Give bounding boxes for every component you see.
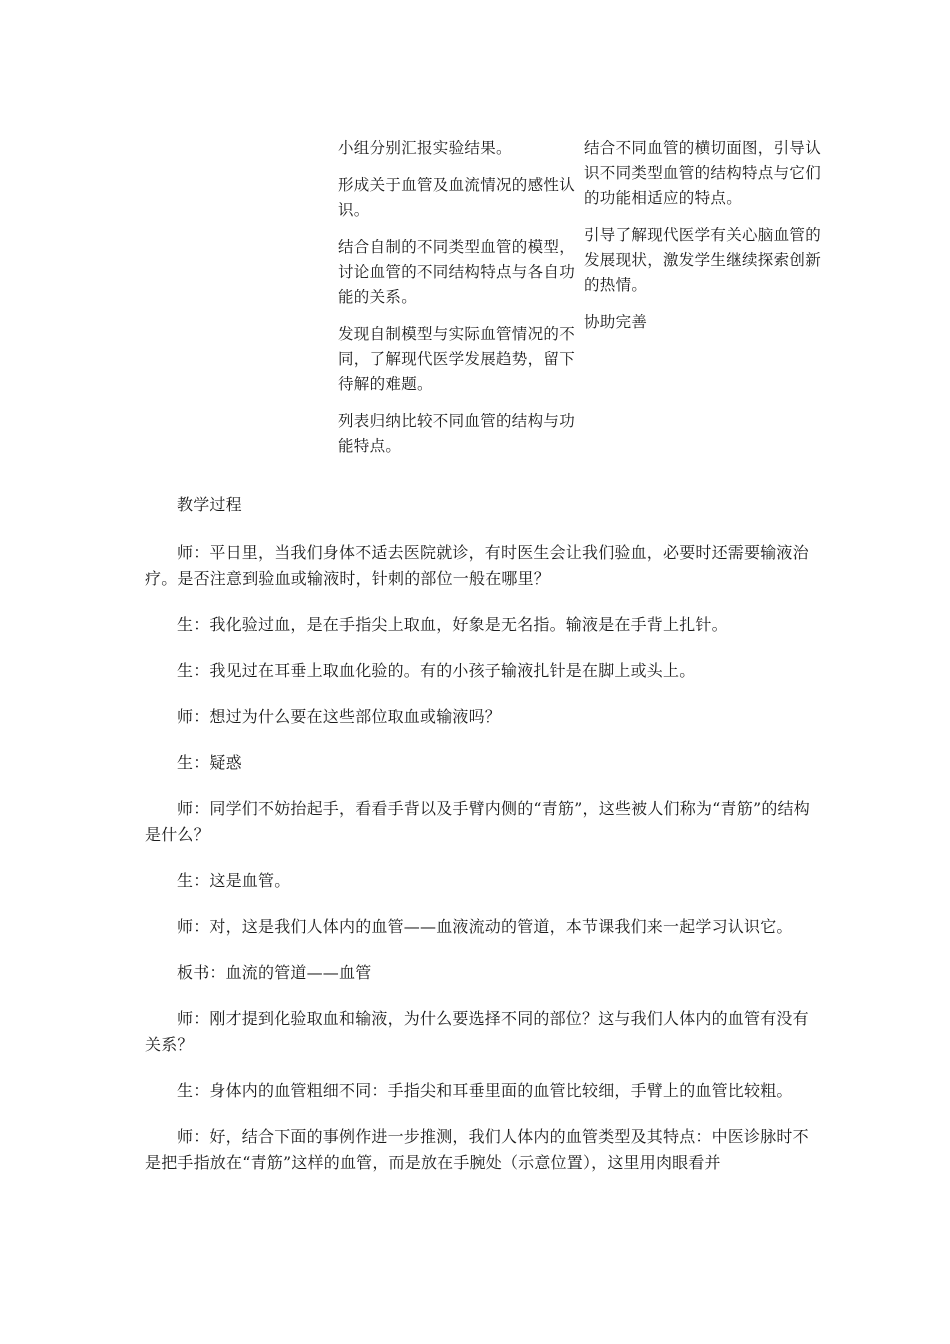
dialogue-paragraph: 师：好，结合下面的事例作进一步推测，我们人体内的血管类型及其特点：中医诊脉时不是把手指放在“青筋”这样的血管，而是放在手腕处（示意位置），这里用肉眼看并	[145, 1127, 809, 1172]
section-title: 教学过程	[177, 495, 242, 514]
table-cell: 发现自制模型与实际血管情况的不同，了解现代医学发展趋势，留下待解的难题。	[338, 325, 576, 393]
table-cell: 引导了解现代医学有关心脑血管的发展现状，激发学生继续探索创新的热情。	[584, 226, 822, 294]
dialogue-paragraph: 生：这是血管。	[177, 871, 291, 890]
table-cell: 列表归纳比较不同血管的结构与功能特点。	[338, 412, 576, 455]
dialogue-paragraph: 师：平日里，当我们身体不适去医院就诊，有时医生会让我们验血，必要时还需要输液治疗。是否注意到验血或输液时，针刺的部位一般在哪里？	[145, 543, 809, 588]
dialogue-paragraph: 师：想过为什么要在这些部位取血或输液吗？	[177, 707, 502, 726]
table-cell: 协助完善	[584, 313, 648, 331]
dialogue-paragraph: 师：对，这是我们人体内的血管——血液流动的管道，本节课我们来一起学习认识它。	[177, 917, 793, 936]
table-cell: 小组分别汇报实验结果。	[338, 139, 512, 157]
dialogue-paragraph: 生：疑惑	[177, 753, 242, 772]
dialogue-paragraph: 生：我化验过血，是在手指尖上取血，好象是无名指。输液是在手背上扎针。	[177, 615, 728, 634]
dialogue-paragraph: 师：同学们不妨抬起手，看看手背以及手臂内侧的“青筋”，这些被人们称为“青筋”的结构是什么？	[145, 799, 810, 844]
table-cell: 结合不同血管的横切面图，引导认识不同类型血管的结构特点与它们的功能相适应的特点。	[584, 139, 822, 207]
table-column-teacher-guidance	[584, 136, 822, 347]
table-cell: 形成关于血管及血流情况的感性认识。	[338, 176, 576, 219]
dialogue-paragraph: 师：刚才提到化验取血和输液，为什么要选择不同的部位？这与我们人体内的血管有没有关系？	[145, 1009, 809, 1054]
dialogue-paragraph: 生：身体内的血管粗细不同：手指尖和耳垂里面的血管比较细，手臂上的血管比较粗。	[177, 1081, 793, 1100]
blackboard-note: 板书：血流的管道——血管	[177, 963, 372, 982]
table-column-student-activity	[338, 136, 576, 471]
dialogue-paragraph: 生：我见过在耳垂上取血化验的。有的小孩子输液扎针是在脚上或头上。	[177, 661, 696, 680]
document-body	[145, 492, 810, 1196]
table-cell: 结合自制的不同类型血管的模型，讨论血管的不同结构特点与各自功能的关系。	[338, 238, 576, 306]
